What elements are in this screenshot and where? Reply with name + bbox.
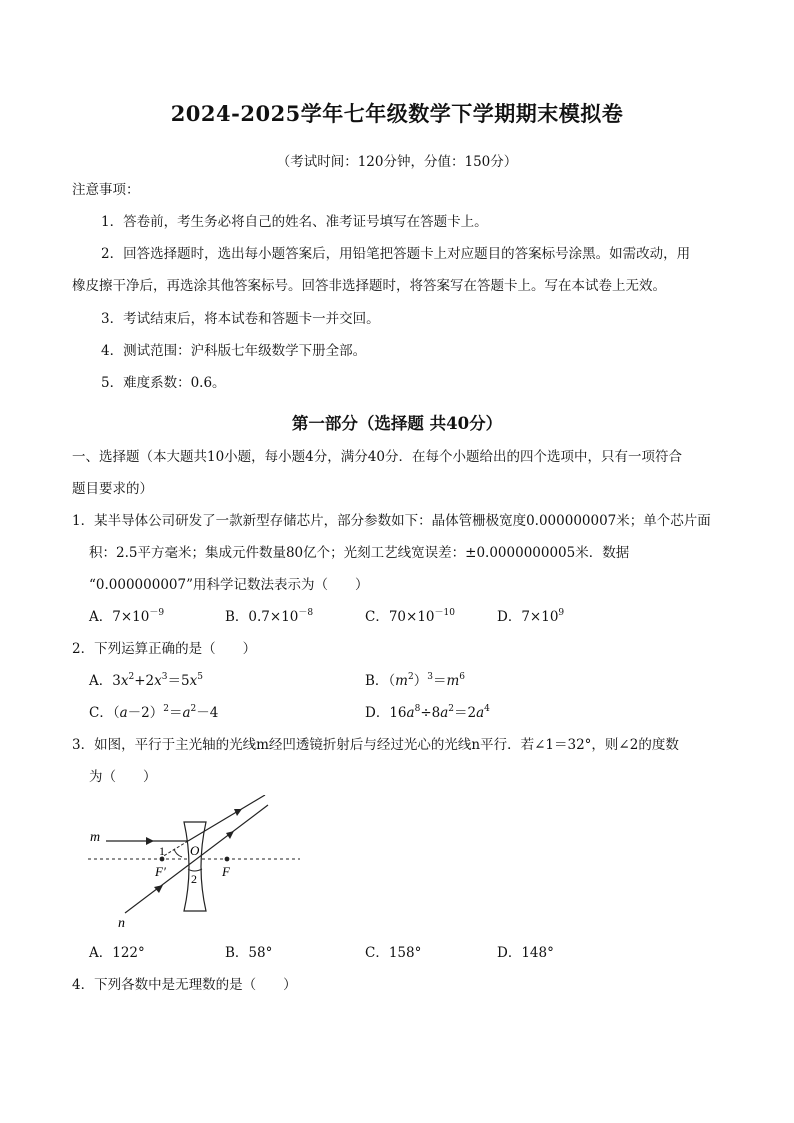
ray-m-extension <box>162 841 188 857</box>
q1-stem-line-1: 1．某半导体公司研发了一款新型存储芯片，部分参数如下：晶体管栅极宽度0.000000007米；单个芯片面 <box>72 513 711 529</box>
q2-option-a[interactable]: A．$3x^2+2x^3=5x^5$ <box>89 672 203 689</box>
q1-option-d[interactable] <box>497 608 564 626</box>
q3-option-c[interactable]: C．158° <box>365 945 422 961</box>
note-2-line-1: 2．回答选择题时，选出每小题答案后，用铅笔把答题卡上对应题目的答案标号涂黑。如需改动，用 <box>101 246 691 262</box>
q1-stem-line-2: 积：2.5平方毫米；集成元件数量80亿个；光刻工艺线宽误差：±0.0000000005米．数据 <box>89 545 630 561</box>
ray-m-arrow <box>146 837 154 845</box>
q1-stem-line-3: “0.000000007”用科学记数法表示为（ ） <box>89 577 369 593</box>
label-f-prime: F′ <box>155 864 166 879</box>
ray-m-refracted <box>188 795 265 841</box>
q1-option-a-exp: －9 <box>149 608 165 618</box>
label-o: O <box>190 843 200 858</box>
q2-option-d-label: D． <box>365 705 390 721</box>
notes-heading: 注意事项： <box>72 182 140 198</box>
label-f: F <box>222 864 230 879</box>
q2-option-b[interactable]: B．$(m^2)^3=m^6$ <box>365 672 465 689</box>
q4-stem: 4．下列各数中是无理数的是（ ） <box>72 977 297 993</box>
q1-option-b[interactable] <box>225 608 313 626</box>
section-title: 第一部分（选择题 共40分） <box>291 414 503 433</box>
page-title: 2024-2025学年七年级数学下学期期末模拟卷 <box>170 101 624 126</box>
q1-option-d-exp: 9 <box>558 608 565 618</box>
q3-stem-line-2: 为（ ） <box>89 769 157 785</box>
part1-heading-line-2: 题目要求的） <box>72 481 153 497</box>
note-4: 4．测试范围：沪科版七年级数学下册全部。 <box>101 343 367 359</box>
note-1: 1．答卷前，考生务必将自己的姓名、准考证号填写在答题卡上。 <box>101 214 488 230</box>
lens-diagram <box>88 795 303 930</box>
exam-duration-score: （考试时间：120分钟，分值：150分） <box>276 154 518 170</box>
q3-option-d[interactable]: D．148° <box>497 945 554 961</box>
note-5: 5．难度系数：0.6。 <box>101 375 226 391</box>
label-angle-2: 2 <box>191 872 197 886</box>
q2-option-c[interactable]: C．$(a-2)^2=a^2-4$ <box>89 704 219 721</box>
q3-stem-line-1: 3．如图，平行于主光轴的光线m经凹透镜折射后与经过光心的光线n平行．若∠1＝32°，则∠2的度数 <box>72 737 679 753</box>
q3-option-a[interactable]: A．122° <box>89 945 145 961</box>
q2-option-b-label: B． <box>365 673 389 689</box>
q1-option-b-text: B．0.7×10 <box>225 609 299 625</box>
q1-option-b-exp: －8 <box>298 608 314 618</box>
q2-stem: 2．下列运算正确的是（ ） <box>72 641 257 657</box>
q1-option-c-exp: －10 <box>434 608 455 618</box>
q2-option-a-label: A． <box>89 673 113 689</box>
label-n: n <box>118 916 125 930</box>
q2-option-c-label: C． <box>89 705 113 721</box>
ray-n-arrow-lower <box>154 885 163 893</box>
q3-option-b[interactable]: B．58° <box>225 945 273 961</box>
label-m: m <box>90 830 101 845</box>
q1-option-a[interactable] <box>89 608 164 626</box>
q1-option-c[interactable] <box>365 608 455 626</box>
label-angle-1: 1 <box>159 844 165 858</box>
ray-n-arrow-upper <box>226 831 234 839</box>
part1-heading-line-1: 一、选择题（本大题共10小题，每小题4分，满分40分．在每个小题给出的四个选项中，只有一项符合 <box>72 449 682 465</box>
focal-point-right <box>225 857 230 862</box>
note-2-line-2: 橡皮擦干净后，再选涂其他答案标号。回答非选择题时，将答案写在答题卡上。写在本试卷上无效。 <box>72 278 666 294</box>
q1-option-c-text: C．70×10 <box>365 609 435 625</box>
q1-option-a-text: A．7×10 <box>89 609 150 625</box>
angle-1-arc <box>174 849 182 857</box>
q2-option-d[interactable]: D．$16a^8\div 8a^2=2a^4$ <box>365 704 490 721</box>
q1-option-d-text: D．7×10 <box>497 609 559 625</box>
note-3: 3．考试结束后，将本试卷和答题卡一并交回。 <box>101 311 380 327</box>
